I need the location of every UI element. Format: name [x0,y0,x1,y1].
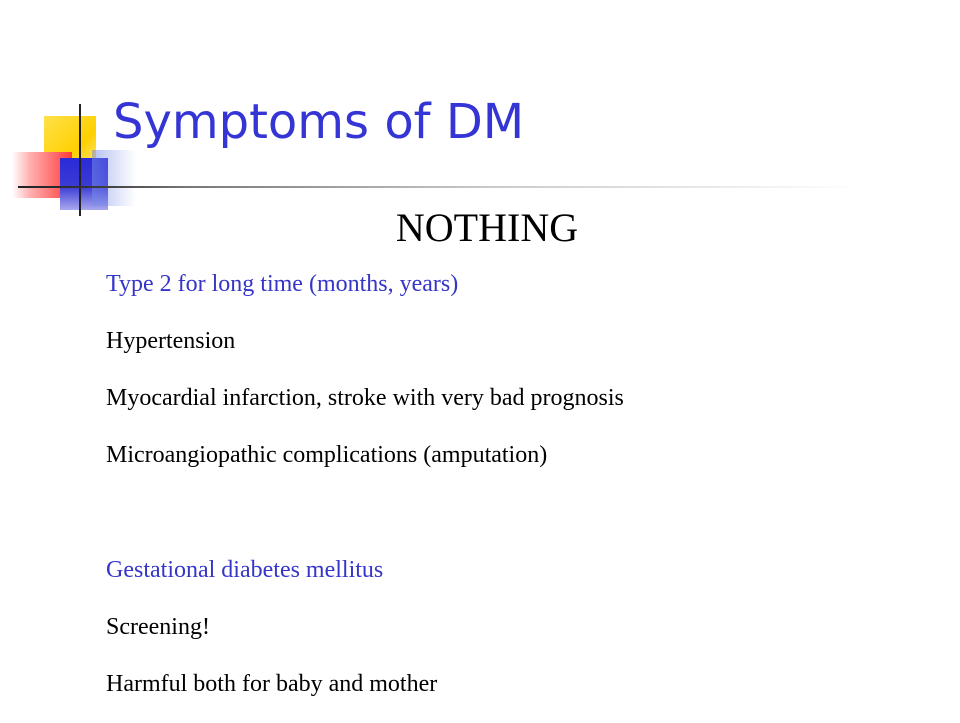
line-harmful: Harmful both for baby and mother [106,671,438,697]
line-screening: Screening! [106,614,210,640]
line-type2-duration: Type 2 for long time (months, years) [106,271,459,297]
slide-title: Symptoms of DM [113,94,525,150]
decor-vertical-line [79,104,81,216]
line-gestational-diabetes: Gestational diabetes mellitus [106,557,384,583]
list-spacer [106,494,624,552]
title-underline [18,186,860,188]
decor-blue-glow [92,150,136,206]
line-hypertension: Hypertension [106,328,236,354]
line-myocardial-infarction: Myocardial infarction, stroke with very bad prognosis [106,385,624,411]
line-microangiopathic: Microangiopathic complications (amputation) [106,442,548,468]
body-text-list [106,266,624,723]
slide-subtitle: NOTHING [395,205,579,250]
